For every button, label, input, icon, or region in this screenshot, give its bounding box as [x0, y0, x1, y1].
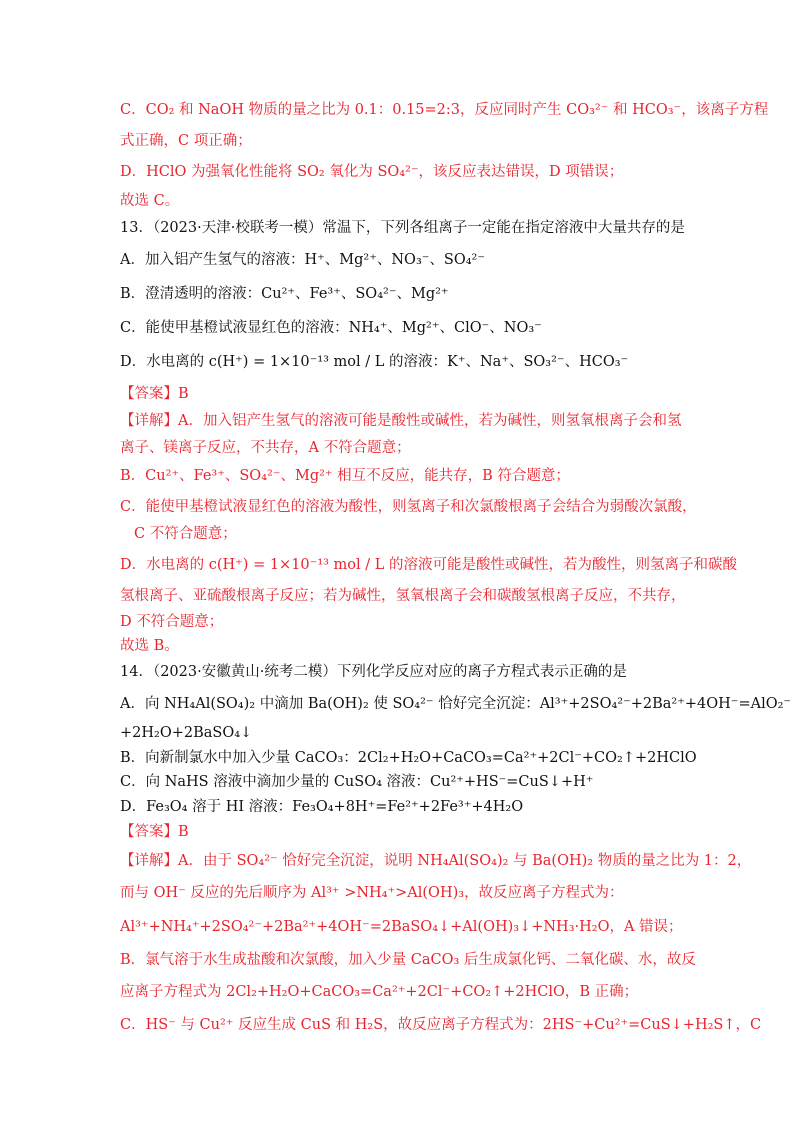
explanation-line: 而与 OH⁻ 反应的先后顺序为 Al³⁺ >NH₄⁺>Al(OH)₃，故反应离子方程式为： [120, 885, 624, 901]
text-line: 式正确，C 项正确； [120, 133, 252, 149]
explanation-line: C．HS⁻ 与 Cu²⁺ 反应生成 CuS 和 H₂S，故反应离子方程式为：2HS⁻+Cu²⁺=CuS↓+H₂S↑，C [120, 1017, 762, 1033]
explanation-line: D．水电离的 c(H⁺) = 1×10⁻¹³ mol / L 的溶液可能是酸性或碱性，若为酸性，则氢离子和碳酸 [120, 557, 738, 573]
answer-label: 【答案】B [120, 824, 189, 840]
option-a: A．向 NH₄Al(SO₄)₂ 中滴加 Ba(OH)₂ 使 SO₄²⁻ 恰好完全沉淀：Al³⁺+2SO₄²⁻+2Ba²⁺+4OH⁻=AlO₂⁻ [120, 696, 792, 712]
explanation-line: C 不符合题意； [134, 526, 237, 542]
text-line: 故选 B。 [120, 638, 179, 654]
option-b: B．澄清透明的溶液：Cu²⁺、Fe³⁺、SO₄²⁻、Mg²⁺ [120, 286, 449, 302]
option-d: D．Fe₃O₄ 溶于 HI 溶液：Fe₃O₄+8H⁺=Fe²⁺+2Fe³⁺+4H₂O [120, 799, 524, 815]
explanation-line: 应离子方程式为 2Cl₂+H₂O+CaCO₃=Ca²⁺+2Cl⁻+CO₂↑+2HClO，B 正确； [120, 984, 639, 1000]
option-a: A．加入铝产生氢气的溶液：H⁺、Mg²⁺、NO₃⁻、SO₄²⁻ [120, 252, 486, 268]
explanation-line: 离子、镁离子反应，不共存，A 不符合题意； [120, 440, 411, 456]
option-a-cont: +2H₂O+2BaSO₄↓ [120, 725, 253, 741]
explanation-line: B．氯气溶于水生成盐酸和次氯酸，加入少量 CaCO₃ 后生成氯化钙、二氧化碳、水，故反 [120, 952, 696, 968]
explanation-line: 【详解】A．加入铝产生氢气的溶液可能是酸性或碱性，若为碱性，则氢氧根离子会和氢 [120, 413, 682, 429]
question-13: 13．（2023·天津·校联考一模）常温下，下列各组离子一定能在指定溶液中大量共存的是 [120, 220, 685, 236]
answer-label: 【答案】B [120, 386, 189, 402]
explanation-line: Al³⁺+NH₄⁺+2SO₄²⁻+2Ba²⁺+4OH⁻=2BaSO₄↓+Al(OH)₃↓+NH₃·H₂O，A 错误； [120, 919, 683, 935]
option-b: B．向新制氯水中加入少量 CaCO₃：2Cl₂+H₂O+CaCO₃=Ca²⁺+2Cl⁻+CO₂↑+2HClO [120, 750, 697, 766]
option-c: C．能使甲基橙试液显红色的溶液：NH₄⁺、Mg²⁺、ClO⁻、NO₃⁻ [120, 320, 542, 336]
explanation-line: B．Cu²⁺、Fe³⁺、SO₄²⁻、Mg²⁺ 相互不反应，能共存，B 符合题意； [120, 468, 570, 484]
text-line: C．CO₂ 和 NaOH 物质的量之比为 0.1：0.15=2:3，反应同时产生 CO₃²⁻ 和 HCO₃⁻，该离子方程 [120, 102, 769, 118]
explanation-line: 氢根离子、亚硫酸根离子反应；若为碱性，氢氧根离子会和碳酸氢根离子反应，不共存， [120, 588, 686, 604]
text-line: 故选 C。 [120, 193, 180, 209]
explanation-line: D 不符合题意； [120, 614, 224, 630]
explanation-line: 【详解】A．由于 SO₄²⁻ 恰好完全沉淀，说明 NH₄Al(SO₄)₂ 与 Ba(OH)₂ 物质的量之比为 1：2， [120, 853, 752, 869]
option-c: C．向 NaHS 溶液中滴加少量的 CuSO₄ 溶液：Cu²⁺+HS⁻=CuS↓+H⁺ [120, 774, 594, 790]
text-line: D．HClO 为强氧化性能将 SO₂ 氧化为 SO₄²⁻，该反应表达错误，D 项错误； [120, 164, 624, 180]
explanation-line: C．能使甲基橙试液显红色的溶液为酸性，则氢离子和次氯酸根离子会结合为弱酸次氯酸， [120, 499, 697, 515]
option-d: D．水电离的 c(H⁺) = 1×10⁻¹³ mol / L 的溶液：K⁺、Na⁺、SO₃²⁻、HCO₃⁻ [120, 354, 629, 370]
question-14: 14．（2023·安徽黄山·统考二模）下列化学反应对应的离子方程式表示正确的是 [120, 664, 627, 680]
